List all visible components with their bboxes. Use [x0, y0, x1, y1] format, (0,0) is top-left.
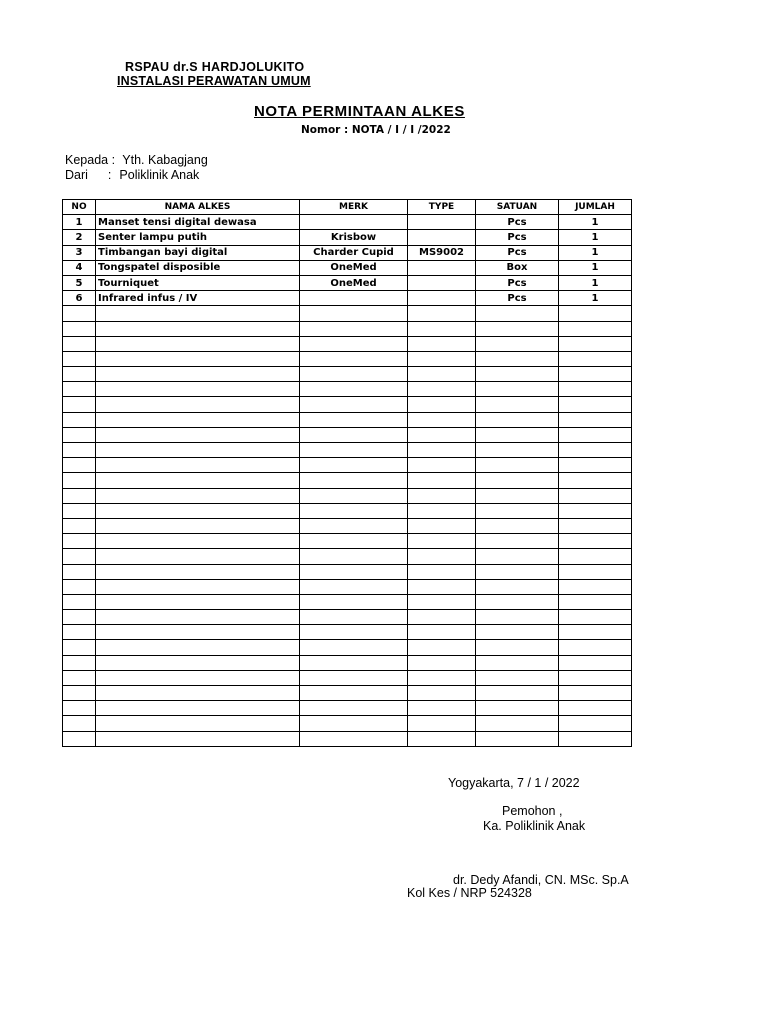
table-header-row	[63, 200, 632, 215]
empty-cell	[476, 701, 559, 716]
empty-table-row	[63, 701, 632, 716]
empty-cell	[559, 351, 632, 366]
empty-cell	[559, 564, 632, 579]
empty-cell	[559, 579, 632, 594]
empty-cell	[559, 701, 632, 716]
cell-no: 1	[63, 215, 96, 230]
empty-cell	[63, 655, 96, 670]
cell-nama: Tourniquet	[96, 275, 300, 290]
empty-cell	[300, 655, 408, 670]
empty-cell	[63, 443, 96, 458]
empty-cell	[300, 443, 408, 458]
empty-cell	[63, 549, 96, 564]
empty-cell	[96, 579, 300, 594]
empty-cell	[559, 503, 632, 518]
empty-table-row	[63, 640, 632, 655]
empty-cell	[63, 564, 96, 579]
empty-cell	[476, 518, 559, 533]
empty-cell	[96, 473, 300, 488]
empty-cell	[559, 625, 632, 640]
empty-cell	[96, 549, 300, 564]
cell-type	[408, 291, 476, 306]
empty-cell	[559, 306, 632, 321]
empty-cell	[476, 488, 559, 503]
cell-nama: Senter lampu putih	[96, 230, 300, 245]
empty-cell	[300, 579, 408, 594]
empty-cell	[559, 412, 632, 427]
empty-table-row	[63, 306, 632, 321]
empty-table-row	[63, 518, 632, 533]
empty-cell	[476, 731, 559, 746]
cell-jumlah: 1	[559, 275, 632, 290]
empty-cell	[63, 458, 96, 473]
empty-cell	[476, 655, 559, 670]
page-edge-mask	[634, 760, 768, 910]
empty-cell	[559, 594, 632, 609]
recipient-value: Yth. Kabagjang	[122, 153, 208, 167]
empty-cell	[476, 549, 559, 564]
document-number: Nomor : NOTA / I / I /2022	[301, 124, 451, 136]
empty-cell	[408, 427, 476, 442]
empty-cell	[300, 549, 408, 564]
cell-satuan: Pcs	[476, 275, 559, 290]
empty-cell	[408, 716, 476, 731]
empty-cell	[63, 610, 96, 625]
empty-cell	[300, 731, 408, 746]
empty-cell	[476, 670, 559, 685]
empty-cell	[559, 443, 632, 458]
empty-cell	[96, 716, 300, 731]
cell-jumlah: 1	[559, 230, 632, 245]
empty-table-row	[63, 443, 632, 458]
empty-cell	[96, 367, 300, 382]
cell-merk: OneMed	[300, 260, 408, 275]
cell-no: 6	[63, 291, 96, 306]
table-row	[63, 215, 632, 230]
empty-cell	[476, 640, 559, 655]
empty-cell	[408, 534, 476, 549]
cell-satuan: Box	[476, 260, 559, 275]
empty-cell	[408, 458, 476, 473]
empty-cell	[559, 518, 632, 533]
empty-cell	[476, 594, 559, 609]
sender-label: Dari	[65, 168, 88, 182]
empty-cell	[63, 336, 96, 351]
empty-cell	[408, 670, 476, 685]
empty-cell	[300, 351, 408, 366]
empty-cell	[408, 610, 476, 625]
empty-table-row	[63, 397, 632, 412]
empty-cell	[300, 503, 408, 518]
column-header: JUMLAH	[559, 200, 632, 215]
empty-cell	[96, 488, 300, 503]
empty-cell	[559, 655, 632, 670]
document-title: NOTA PERMINTAAN ALKES	[254, 103, 465, 120]
empty-cell	[63, 518, 96, 533]
cell-jumlah: 1	[559, 215, 632, 230]
empty-cell	[559, 488, 632, 503]
empty-cell	[408, 655, 476, 670]
empty-table-row	[63, 670, 632, 685]
empty-table-row	[63, 351, 632, 366]
empty-cell	[63, 701, 96, 716]
empty-cell	[300, 518, 408, 533]
empty-cell	[96, 594, 300, 609]
empty-cell	[63, 382, 96, 397]
empty-cell	[559, 716, 632, 731]
empty-cell	[63, 594, 96, 609]
empty-cell	[96, 518, 300, 533]
cell-satuan: Pcs	[476, 230, 559, 245]
empty-cell	[559, 458, 632, 473]
cell-jumlah: 1	[559, 291, 632, 306]
empty-cell	[408, 306, 476, 321]
empty-table-row	[63, 488, 632, 503]
empty-cell	[96, 731, 300, 746]
empty-cell	[408, 701, 476, 716]
empty-cell	[559, 321, 632, 336]
cell-satuan: Pcs	[476, 291, 559, 306]
empty-cell	[300, 701, 408, 716]
empty-cell	[476, 503, 559, 518]
empty-cell	[63, 351, 96, 366]
column-header: NAMA ALKES	[96, 200, 300, 215]
empty-cell	[63, 306, 96, 321]
empty-cell	[559, 427, 632, 442]
cell-nama: Tongspatel disposible	[96, 260, 300, 275]
empty-cell	[300, 367, 408, 382]
empty-table-row	[63, 412, 632, 427]
table-row	[63, 245, 632, 260]
empty-cell	[408, 488, 476, 503]
cell-jumlah: 1	[559, 260, 632, 275]
cell-no: 4	[63, 260, 96, 275]
empty-cell	[300, 564, 408, 579]
cell-type	[408, 215, 476, 230]
empty-cell	[476, 716, 559, 731]
empty-table-row	[63, 655, 632, 670]
empty-cell	[96, 306, 300, 321]
column-header: MERK	[300, 200, 408, 215]
empty-cell	[63, 488, 96, 503]
empty-cell	[300, 382, 408, 397]
empty-cell	[96, 427, 300, 442]
empty-cell	[408, 351, 476, 366]
empty-cell	[300, 306, 408, 321]
empty-cell	[96, 397, 300, 412]
empty-cell	[63, 625, 96, 640]
empty-cell	[408, 731, 476, 746]
empty-cell	[63, 579, 96, 594]
empty-cell	[408, 579, 476, 594]
empty-cell	[96, 321, 300, 336]
empty-cell	[96, 382, 300, 397]
empty-table-row	[63, 610, 632, 625]
empty-cell	[408, 564, 476, 579]
empty-cell	[63, 321, 96, 336]
items-body	[63, 215, 632, 747]
empty-cell	[96, 503, 300, 518]
empty-cell	[96, 625, 300, 640]
cell-type: MS9002	[408, 245, 476, 260]
sender-colon: :	[107, 168, 112, 182]
empty-table-row	[63, 549, 632, 564]
empty-table-row	[63, 503, 632, 518]
applicant-label: Pemohon ,	[502, 804, 563, 818]
empty-cell	[300, 397, 408, 412]
empty-cell	[63, 670, 96, 685]
empty-cell	[476, 564, 559, 579]
empty-cell	[63, 640, 96, 655]
empty-cell	[96, 443, 300, 458]
empty-cell	[96, 458, 300, 473]
cell-type	[408, 230, 476, 245]
cell-no: 3	[63, 245, 96, 260]
empty-cell	[300, 686, 408, 701]
empty-cell	[96, 564, 300, 579]
signatory-nrp: Kol Kes / NRP 524328	[407, 886, 532, 900]
empty-table-row	[63, 534, 632, 549]
empty-cell	[408, 594, 476, 609]
empty-cell	[300, 610, 408, 625]
installation-name: INSTALASI PERAWATAN UMUM	[117, 74, 311, 88]
empty-cell	[300, 670, 408, 685]
empty-table-row	[63, 336, 632, 351]
hospital-name: RSPAU dr.S HARDJOLUKITO	[125, 60, 305, 74]
empty-cell	[300, 488, 408, 503]
empty-cell	[300, 473, 408, 488]
cell-type	[408, 275, 476, 290]
empty-cell	[476, 579, 559, 594]
empty-cell	[476, 412, 559, 427]
empty-cell	[559, 534, 632, 549]
cell-nama: Manset tensi digital dewasa	[96, 215, 300, 230]
empty-cell	[476, 610, 559, 625]
empty-table-row	[63, 473, 632, 488]
empty-table-row	[63, 427, 632, 442]
column-header: SATUAN	[476, 200, 559, 215]
cell-satuan: Pcs	[476, 215, 559, 230]
empty-cell	[63, 731, 96, 746]
empty-cell	[476, 625, 559, 640]
empty-cell	[559, 473, 632, 488]
cell-merk: OneMed	[300, 275, 408, 290]
empty-cell	[96, 351, 300, 366]
recipient-label: Kepada :	[65, 153, 116, 167]
empty-cell	[476, 306, 559, 321]
empty-cell	[300, 625, 408, 640]
empty-cell	[559, 670, 632, 685]
empty-cell	[476, 351, 559, 366]
empty-cell	[408, 336, 476, 351]
table-row	[63, 291, 632, 306]
empty-table-row	[63, 382, 632, 397]
empty-cell	[559, 731, 632, 746]
empty-cell	[559, 397, 632, 412]
empty-cell	[63, 503, 96, 518]
cell-nama: Infrared infus / IV	[96, 291, 300, 306]
empty-cell	[408, 443, 476, 458]
empty-table-row	[63, 594, 632, 609]
empty-cell	[408, 518, 476, 533]
empty-cell	[300, 412, 408, 427]
empty-table-row	[63, 579, 632, 594]
empty-cell	[408, 686, 476, 701]
empty-cell	[63, 412, 96, 427]
empty-cell	[408, 473, 476, 488]
empty-cell	[408, 367, 476, 382]
empty-cell	[408, 640, 476, 655]
empty-cell	[408, 503, 476, 518]
empty-cell	[476, 686, 559, 701]
column-header: TYPE	[408, 200, 476, 215]
empty-cell	[559, 549, 632, 564]
empty-cell	[408, 321, 476, 336]
cell-merk: Charder Cupid	[300, 245, 408, 260]
empty-cell	[300, 534, 408, 549]
empty-cell	[476, 397, 559, 412]
cell-nama: Timbangan bayi digital	[96, 245, 300, 260]
empty-cell	[300, 321, 408, 336]
empty-cell	[300, 640, 408, 655]
empty-cell	[96, 336, 300, 351]
empty-cell	[408, 549, 476, 564]
items-table	[62, 199, 632, 747]
empty-cell	[476, 336, 559, 351]
empty-cell	[559, 640, 632, 655]
empty-cell	[559, 367, 632, 382]
empty-cell	[300, 716, 408, 731]
signatory-name: dr. Dedy Afandi, CN. MSc. Sp.A	[453, 873, 629, 887]
table-row	[63, 230, 632, 245]
empty-table-row	[63, 625, 632, 640]
empty-table-row	[63, 731, 632, 746]
empty-cell	[300, 427, 408, 442]
empty-cell	[476, 443, 559, 458]
empty-cell	[300, 336, 408, 351]
cell-merk: Krisbow	[300, 230, 408, 245]
empty-cell	[63, 686, 96, 701]
empty-cell	[476, 473, 559, 488]
cell-no: 5	[63, 275, 96, 290]
empty-cell	[476, 321, 559, 336]
empty-cell	[63, 367, 96, 382]
empty-cell	[476, 382, 559, 397]
applicant-position: Ka. Poliklinik Anak	[483, 819, 586, 833]
date-line: Yogyakarta, 7 / 1 / 2022	[448, 776, 580, 790]
empty-cell	[559, 382, 632, 397]
cell-merk	[300, 215, 408, 230]
empty-cell	[96, 670, 300, 685]
empty-cell	[96, 640, 300, 655]
cell-type	[408, 260, 476, 275]
cell-merk	[300, 291, 408, 306]
empty-cell	[96, 412, 300, 427]
empty-table-row	[63, 686, 632, 701]
table-row	[63, 260, 632, 275]
empty-table-row	[63, 458, 632, 473]
empty-cell	[63, 716, 96, 731]
cell-no: 2	[63, 230, 96, 245]
cell-jumlah: 1	[559, 245, 632, 260]
sender-line	[65, 168, 199, 182]
table-row	[63, 275, 632, 290]
empty-table-row	[63, 321, 632, 336]
empty-cell	[96, 655, 300, 670]
empty-cell	[63, 534, 96, 549]
empty-cell	[96, 534, 300, 549]
recipient-line	[65, 153, 208, 167]
empty-cell	[559, 686, 632, 701]
empty-cell	[300, 458, 408, 473]
empty-cell	[63, 473, 96, 488]
empty-cell	[476, 367, 559, 382]
empty-table-row	[63, 716, 632, 731]
empty-cell	[63, 397, 96, 412]
empty-cell	[63, 427, 96, 442]
empty-cell	[408, 382, 476, 397]
empty-cell	[408, 412, 476, 427]
empty-cell	[476, 534, 559, 549]
empty-cell	[559, 336, 632, 351]
empty-cell	[96, 686, 300, 701]
empty-table-row	[63, 564, 632, 579]
sender-value: Poliklinik Anak	[119, 168, 200, 182]
cell-satuan: Pcs	[476, 245, 559, 260]
empty-cell	[408, 397, 476, 412]
empty-cell	[476, 427, 559, 442]
empty-cell	[96, 610, 300, 625]
empty-table-row	[63, 367, 632, 382]
empty-cell	[476, 458, 559, 473]
empty-cell	[300, 594, 408, 609]
column-header: NO	[63, 200, 96, 215]
empty-cell	[408, 625, 476, 640]
empty-cell	[559, 610, 632, 625]
empty-cell	[96, 701, 300, 716]
